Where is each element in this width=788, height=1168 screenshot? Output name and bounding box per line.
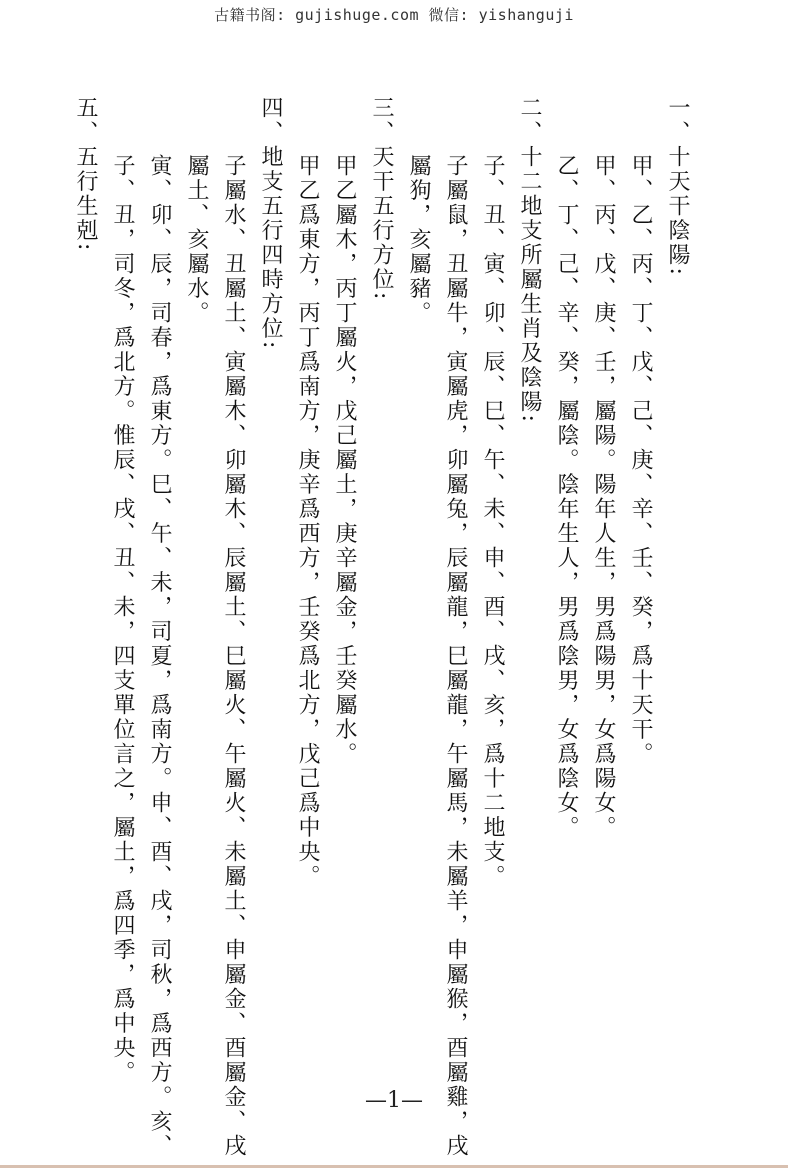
text-column-15: 寅、卯、辰，司春，爲東方。巳、午、未，司夏，爲南方。申、酉、戌，司秋，爲西方。亥、 — [147, 154, 172, 1159]
text-column-16: 子、丑，司冬，爲北方。惟辰、戌、丑、未，四支單位言之，屬土，爲四季，爲中央。 — [110, 154, 135, 1085]
section-heading-5: 五、五行生剋: — [73, 96, 98, 253]
text-column-14: 屬土、亥屬水。 — [184, 154, 209, 326]
section-heading-4: 四、地支五行四時方位: — [258, 96, 283, 351]
text-column-2: 甲、乙、丙、丁、戊、己、庚、辛、壬、癸，爲十天干。 — [628, 154, 653, 767]
vertical-text-body — [70, 96, 690, 1159]
section-heading-1: 一、十天干陰陽: — [665, 96, 690, 278]
text-column-8: 屬狗，亥屬豬。 — [406, 154, 431, 326]
text-column-13: 子屬水、丑屬土、寅屬木、卯屬木、辰屬土、巳屬火、午屬火、未屬土、申屬金、酉屬金、戌 — [221, 154, 246, 1159]
text-column-4: 乙、丁、己、辛、癸，屬陰。陰年生人，男爲陰男，女爲陰女。 — [554, 154, 579, 840]
text-column-10: 甲乙屬木，丙丁屬火，戊己屬土，庚辛屬金，壬癸屬水。 — [332, 154, 357, 767]
text-column-6: 子、丑、寅、卯、辰、巳、午、未、申、酉、戌、亥，爲十二地支。 — [480, 154, 505, 889]
text-column-3: 甲、丙、戊、庚、壬，屬陽。陽年人生，男爲陽男，女爲陽女。 — [591, 154, 616, 840]
section-heading-3: 三、天干五行方位: — [369, 96, 394, 302]
watermark-header: 古籍书阁: gujishuge.com 微信: yishanguji — [214, 6, 574, 24]
section-heading-2: 二、十二地支所屬生肖及陰陽: — [517, 96, 542, 425]
text-column-11: 甲乙爲東方，丙丁爲南方，庚辛爲西方，壬癸爲北方，戊己爲中央。 — [295, 154, 320, 889]
page-number: —1— — [365, 1088, 423, 1113]
text-column-7: 子屬鼠，丑屬牛，寅屬虎，卯屬兔，辰屬龍，巳屬龍，午屬馬，未屬羊，申屬猴，酉屬雞，戌 — [443, 154, 468, 1159]
